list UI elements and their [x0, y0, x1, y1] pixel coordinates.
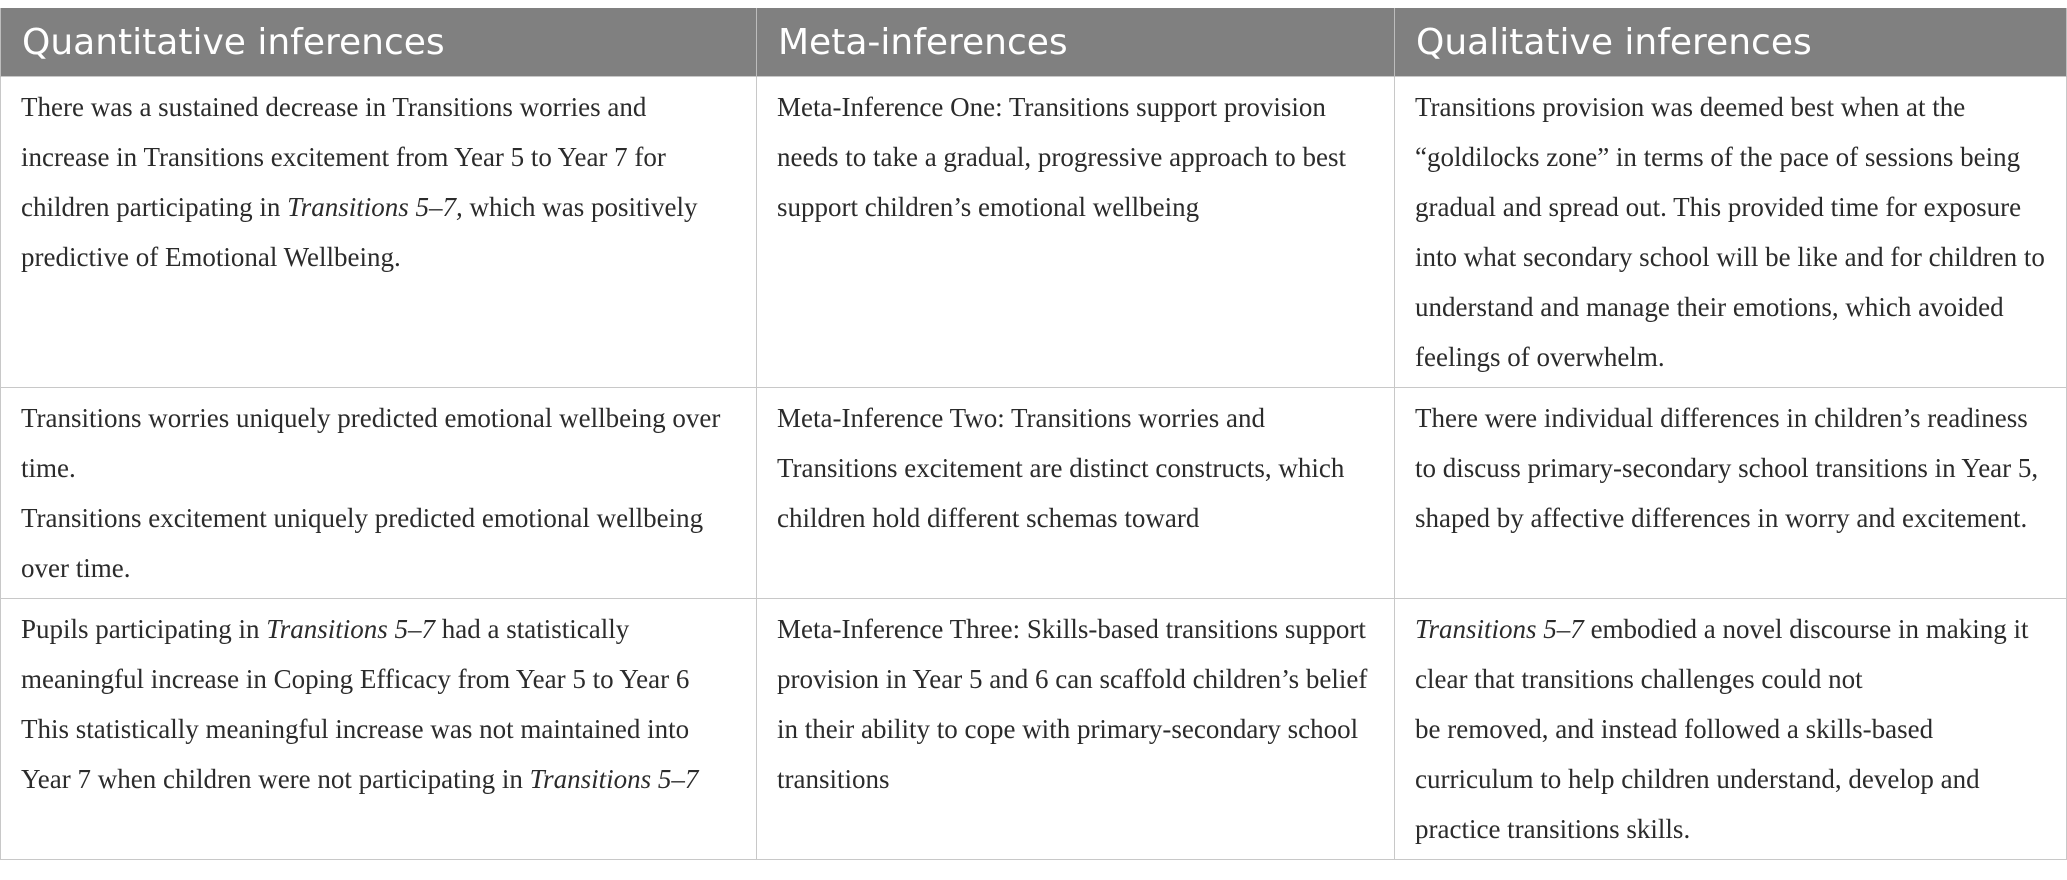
cell-meta: Meta-Inference Three: Skills-based transitions support provision in Year 5 and 6 can scaffold children’s belief in their ability to cope with primary-secondary school transitions — [757, 599, 1395, 860]
cell-qualitative: Transitions provision was deemed best when at the “goldilocks zone” in terms of the pace of sessions being gradual and spread out. This provided time for exposure into what secondary school will be like and for children to understand and manage their emotions, which avoided feelings of overwhelm. — [1395, 77, 2067, 388]
header-meta: Meta-inferences — [757, 8, 1395, 77]
cell-qualitative: There were individual differences in children’s readiness to discuss primary-secondary school transitions in Year 5, shaped by affective differences in worry and excitement. — [1395, 388, 2067, 599]
cell-meta: Meta-Inference One: Transitions support provision needs to take a gradual, progressive approach to best support children’s emotional wellbeing — [757, 77, 1395, 388]
header-quantitative: Quantitative inferences — [1, 8, 757, 77]
inferences-table — [0, 8, 2067, 860]
table-row — [1, 77, 2067, 388]
cell-quantitative: Transitions worries uniquely predicted emotional wellbeing over time. Transitions excitement uniquely predicted emotional wellbeing over time. — [1, 388, 757, 599]
cell-meta: Meta-Inference Two: Transitions worries and Transitions excitement are distinct constructs, which children hold different schemas toward — [757, 388, 1395, 599]
cell-quantitative: There was a sustained decrease in Transitions worries and increase in Transitions excitement from Year 5 to Year 7 for children participating in Transitions 5–7, which was positively predictive of Emotional Wellbeing. — [1, 77, 757, 388]
header-row — [1, 8, 2067, 77]
cell-quantitative: Pupils participating in Transitions 5–7 had a statistically meaningful increase in Coping Efficacy from Year 5 to Year 6 This statistically meaningful increase was not maintained into Year 7 when children were not participating in Transitions 5–7 — [1, 599, 757, 860]
table-row — [1, 388, 2067, 599]
cell-qualitative: Transitions 5–7 embodied a novel discourse in making it clear that transitions challenges could not be removed, and instead followed a skills-based curriculum to help children understand, develop and practice transitions skills. — [1395, 599, 2067, 860]
header-qualitative: Qualitative inferences — [1395, 8, 2067, 77]
table-row — [1, 599, 2067, 860]
